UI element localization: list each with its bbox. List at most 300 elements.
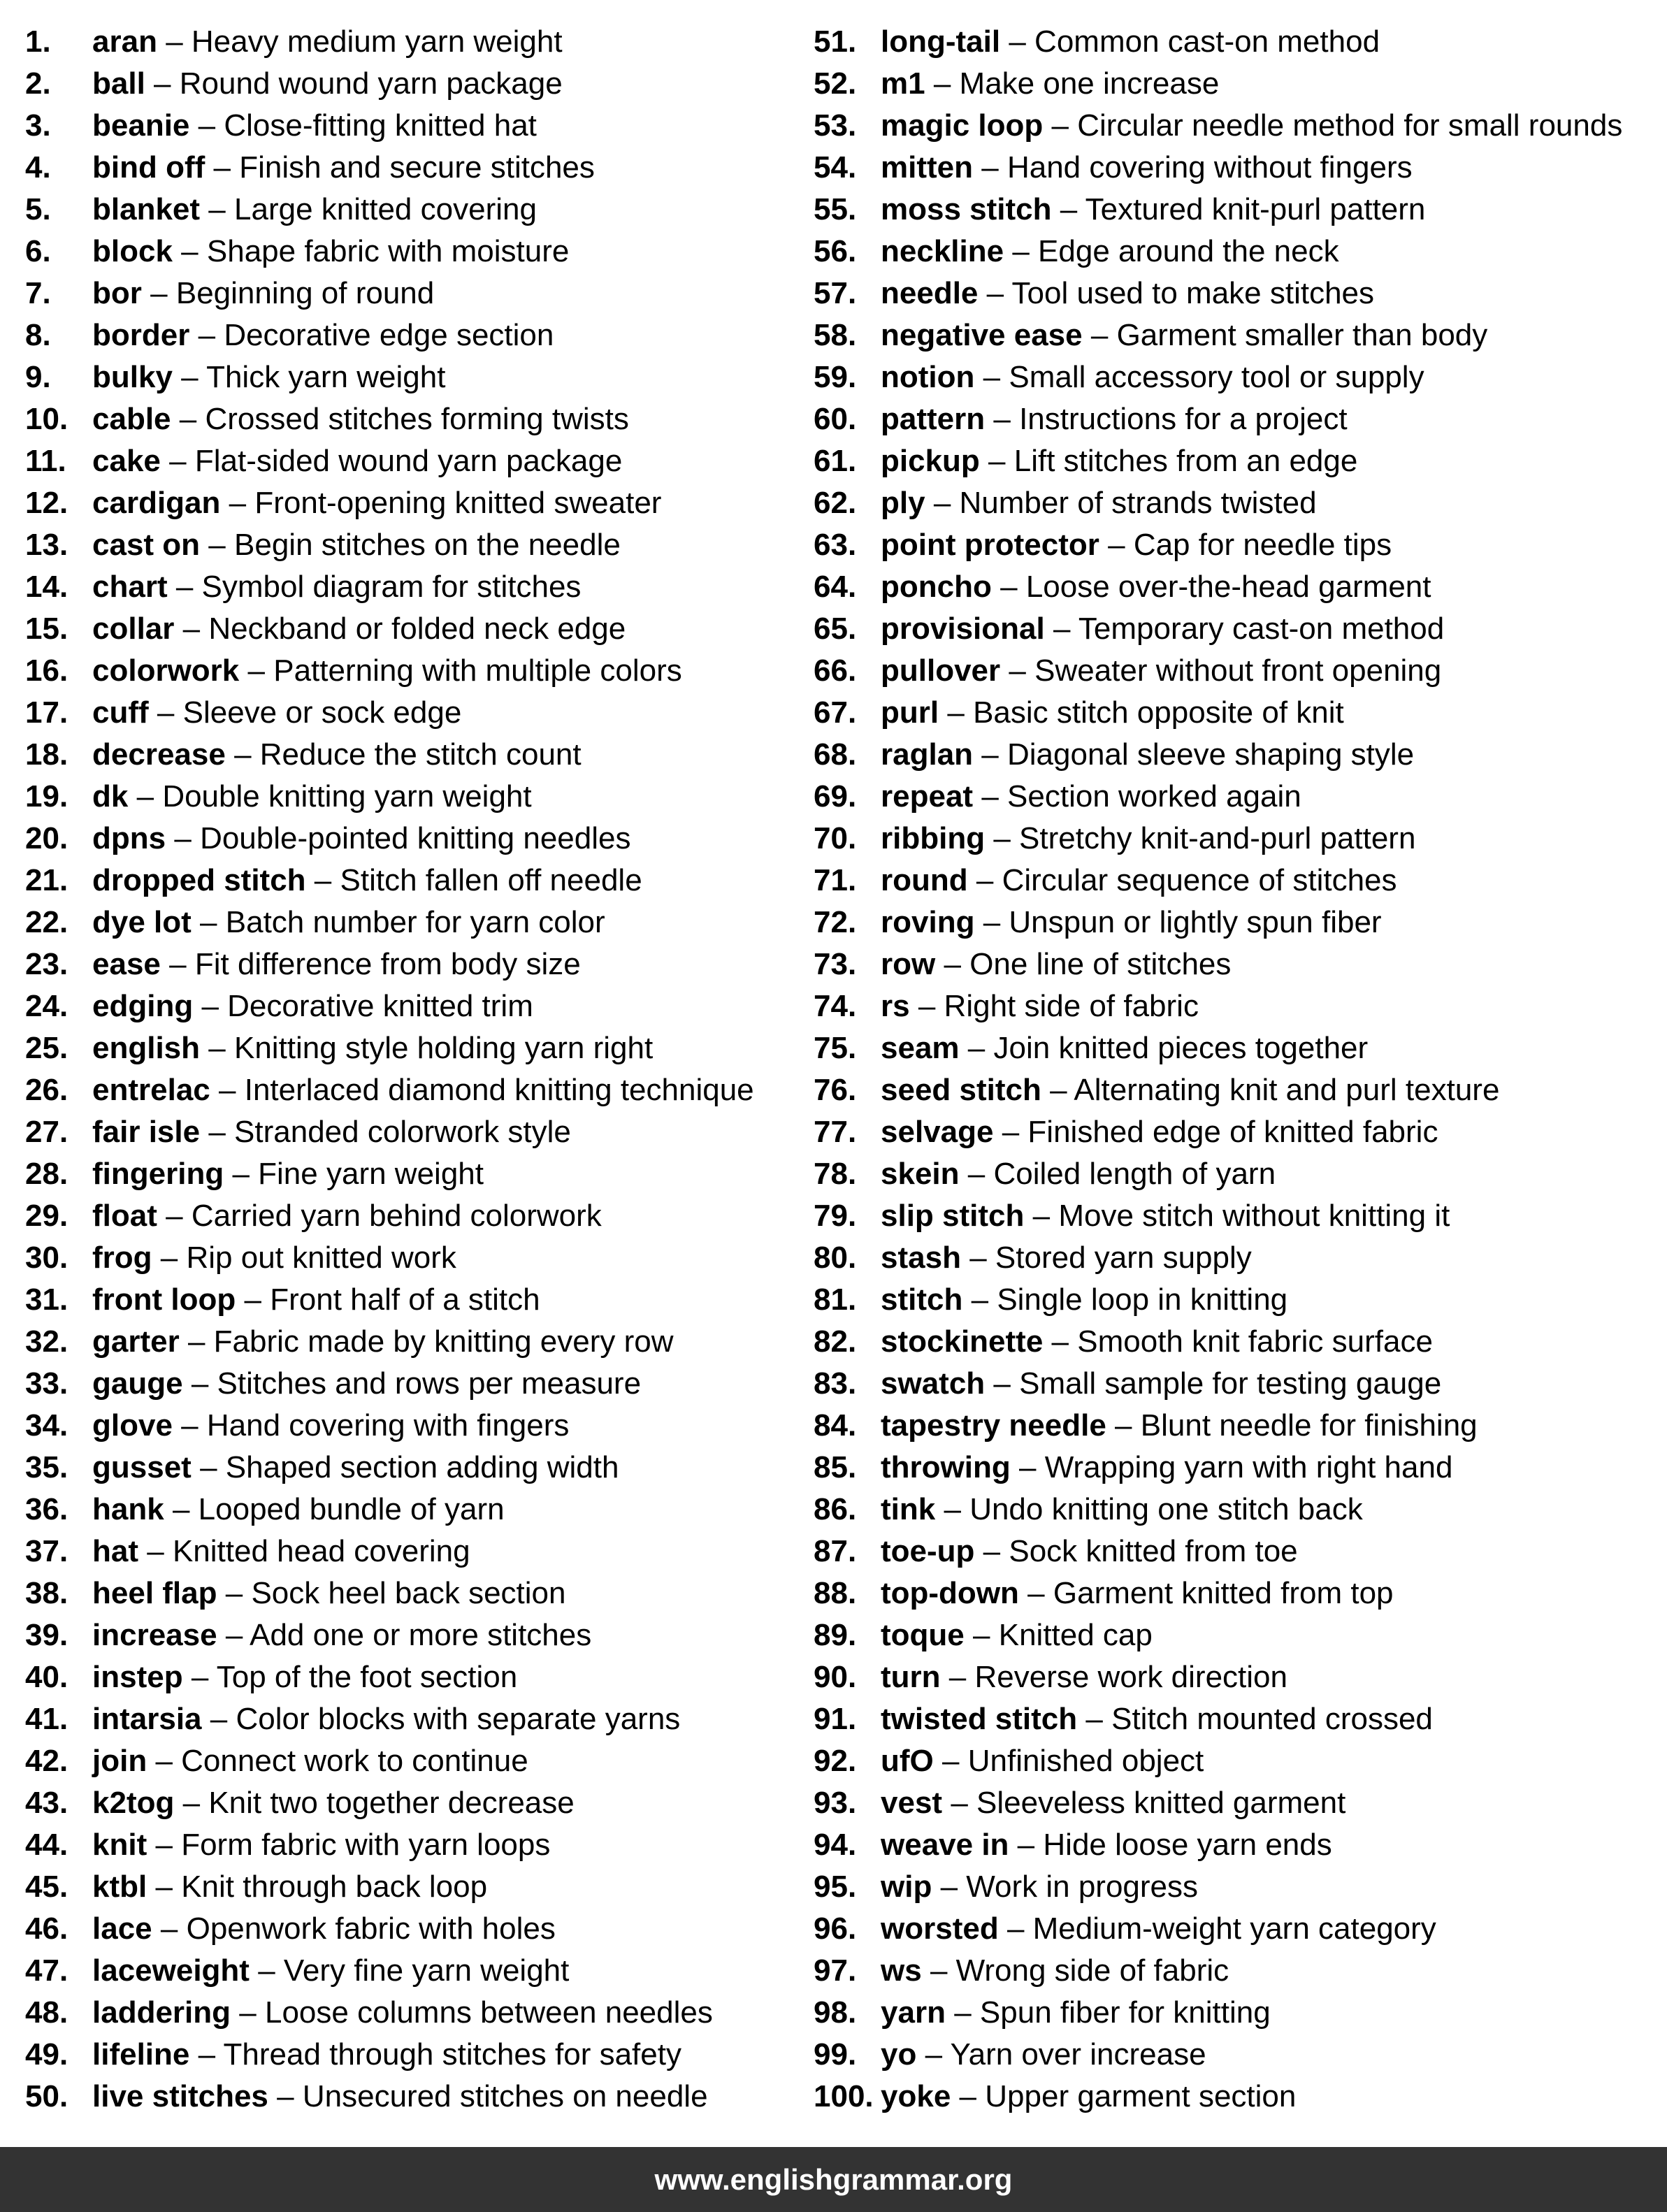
glossary-entry (814, 1405, 1652, 1447)
entry-separator: – (155, 1870, 173, 1904)
glossary-entry (814, 21, 1652, 63)
entry-number: 58. (814, 318, 857, 352)
entry-definition: Fit difference from body size (194, 947, 581, 981)
entry-number: 80. (814, 1241, 857, 1275)
entry-term: stitch (881, 1282, 963, 1317)
glossary-left-column (25, 21, 808, 2118)
glossary-entry (814, 1195, 1652, 1237)
entry-definition: Join knitted pieces together (993, 1031, 1369, 1065)
entry-separator: – (191, 1660, 209, 1694)
entry-number: 85. (814, 1450, 857, 1484)
entry-term: seam (881, 1031, 960, 1065)
entry-definition: Circular sequence of stitches (1002, 863, 1397, 897)
entry-separator: – (187, 1324, 205, 1359)
entry-separator: – (1032, 1199, 1051, 1233)
entry-term: entrelac (92, 1073, 210, 1107)
entry-number: 51. (814, 24, 857, 59)
entry-term: block (92, 234, 173, 268)
entry-number: 63. (814, 528, 857, 562)
entry-number: 8. (25, 318, 51, 352)
glossary-entry (25, 2034, 808, 2076)
entry-definition: Shape fabric with moisture (206, 234, 570, 268)
entry-definition: Yarn over increase (950, 2037, 1206, 2072)
entry-definition: Knitted head covering (172, 1534, 470, 1568)
entry-number: 16. (25, 653, 68, 688)
entry-separator: – (1017, 1828, 1035, 1862)
entry-number: 70. (814, 821, 857, 855)
entry-separator: – (959, 2079, 977, 2113)
entry-term: garter (92, 1324, 180, 1359)
entry-separator: – (244, 1282, 261, 1317)
entry-separator: – (179, 402, 197, 436)
entry-term: stockinette (881, 1324, 1044, 1359)
entry-separator: – (314, 863, 332, 897)
entry-definition: Cap for needle tips (1133, 528, 1392, 562)
glossary-entry (25, 1866, 808, 1908)
entry-definition: Stitch mounted crossed (1111, 1702, 1433, 1736)
entry-term: moss stitch (881, 192, 1052, 226)
glossary-entry (25, 902, 808, 944)
glossary-entry (814, 692, 1652, 734)
entry-number: 61. (814, 444, 857, 478)
entry-definition: Double-pointed knitting needles (200, 821, 631, 855)
entry-term: turn (881, 1660, 941, 1694)
entry-definition: Reverse work direction (974, 1660, 1287, 1694)
entry-term: pullover (881, 653, 1001, 688)
entry-definition: Smooth knit fabric surface (1077, 1324, 1433, 1359)
entry-term: frog (92, 1241, 152, 1275)
entry-separator: – (944, 947, 961, 981)
entry-definition: Work in progress (966, 1870, 1199, 1904)
glossary-entry (814, 985, 1652, 1027)
glossary-entry (814, 944, 1652, 985)
entry-separator: – (1051, 1324, 1069, 1359)
entry-separator: – (234, 737, 252, 772)
entry-number: 14. (25, 570, 68, 604)
entry-term: hat (92, 1534, 138, 1568)
entry-term: k2tog (92, 1786, 175, 1820)
glossary-entry (25, 1698, 808, 1740)
glossary-entry (814, 356, 1652, 398)
entry-separator: – (181, 234, 199, 268)
entry-term: colorwork (92, 653, 240, 688)
entry-separator: – (157, 695, 175, 730)
glossary-entry (814, 902, 1652, 944)
entry-separator: – (947, 695, 965, 730)
glossary-entry (25, 1824, 808, 1866)
entry-definition: Common cast-on method (1034, 24, 1380, 59)
entry-number: 3. (25, 108, 51, 143)
entry-separator: – (181, 1408, 199, 1443)
entry-term: bind off (92, 150, 205, 185)
entry-definition: Knitting style holding yarn right (233, 1031, 654, 1065)
glossary-entry (814, 1573, 1652, 1614)
glossary-entry (814, 2076, 1652, 2118)
entry-number: 69. (814, 779, 857, 814)
entry-number: 15. (25, 612, 68, 646)
entry-number: 97. (814, 1953, 857, 1988)
glossary-entry (814, 818, 1652, 860)
entry-separator: – (169, 947, 187, 981)
entry-definition: Undo knitting one stitch back (969, 1492, 1363, 1526)
entry-number: 68. (814, 737, 857, 772)
entry-separator: – (166, 24, 183, 59)
glossary-entry (814, 1866, 1652, 1908)
glossary-entry (814, 2034, 1652, 2076)
entry-definition: Decorative edge section (224, 318, 554, 352)
entry-term: gusset (92, 1450, 192, 1484)
entry-number: 25. (25, 1031, 68, 1065)
entry-number: 100. (814, 2079, 874, 2113)
entry-term: dropped stitch (92, 863, 306, 897)
entry-definition: Medium-weight yarn category (1032, 1911, 1436, 1946)
entry-number: 28. (25, 1157, 68, 1191)
entry-definition: Circular needle method for small rounds (1077, 108, 1623, 143)
entry-term: swatch (881, 1366, 986, 1401)
entry-separator: – (154, 66, 171, 101)
entry-term: slip stitch (881, 1199, 1025, 1233)
entry-definition: Beginning of round (175, 276, 435, 310)
entry-definition: Begin stitches on the needle (234, 528, 621, 562)
entry-separator: – (172, 1492, 190, 1526)
entry-definition: Stretchy knit-and-purl pattern (1019, 821, 1416, 855)
entry-term: poncho (881, 570, 992, 604)
entry-definition: Wrapping yarn with right hand (1044, 1450, 1453, 1484)
entry-term: chart (92, 570, 168, 604)
entry-number: 89. (814, 1618, 857, 1652)
entry-definition: Basic stitch opposite of knit (973, 695, 1344, 730)
entry-definition: Carried yarn behind colorwork (191, 1199, 602, 1233)
entry-number: 13. (25, 528, 68, 562)
entry-separator: – (1060, 192, 1078, 226)
entry-term: join (92, 1744, 147, 1778)
entry-separator: – (174, 821, 192, 855)
entry-separator: – (198, 318, 216, 352)
glossary-entry (814, 1992, 1652, 2034)
entry-separator: – (175, 570, 194, 604)
entry-number: 65. (814, 612, 857, 646)
entry-number: 84. (814, 1408, 857, 1443)
entry-separator: – (1006, 1911, 1025, 1946)
glossary-entry (25, 1363, 808, 1405)
entry-number: 43. (25, 1786, 68, 1820)
entry-separator: – (981, 737, 999, 772)
entry-separator: – (930, 1953, 948, 1988)
entry-definition: Decorative knitted trim (227, 989, 533, 1023)
entry-number: 46. (25, 1911, 68, 1946)
entry-term: lifeline (92, 2037, 190, 2072)
entry-definition: Hand covering without fingers (1006, 150, 1413, 185)
entry-definition: Single loop in knitting (997, 1282, 1288, 1317)
entry-separator: – (933, 486, 951, 520)
glossary-entry (25, 650, 808, 692)
entry-separator: – (918, 989, 936, 1023)
glossary-entry (25, 1069, 808, 1111)
entry-number: 52. (814, 66, 857, 101)
glossary-entry (25, 818, 808, 860)
glossary-entry (25, 692, 808, 734)
entry-term: ribbing (881, 821, 986, 855)
entry-definition: Very fine yarn weight (283, 1953, 570, 1988)
entry-number: 64. (814, 570, 857, 604)
entry-separator: – (182, 612, 201, 646)
entry-number: 79. (814, 1199, 857, 1233)
entry-definition: Stitches and rows per measure (217, 1366, 642, 1401)
entry-number: 75. (814, 1031, 857, 1065)
entry-separator: – (933, 66, 951, 101)
glossary-entry (25, 985, 808, 1027)
entry-number: 54. (814, 150, 857, 185)
entry-term: ufO (881, 1744, 934, 1778)
entry-number: 24. (25, 989, 68, 1023)
entry-definition: Fabric made by knitting every row (213, 1324, 674, 1359)
entry-term: negative ease (881, 318, 1083, 352)
entry-number: 95. (814, 1870, 857, 1904)
entry-term: twisted stitch (881, 1702, 1078, 1736)
entry-term: worsted (881, 1911, 999, 1946)
entry-definition: Knit two together decrease (208, 1786, 575, 1820)
entry-number: 72. (814, 905, 857, 939)
entry-term: bulky (92, 360, 173, 394)
entry-term: neckline (881, 234, 1004, 268)
entry-definition: Patterning with multiple colors (273, 653, 682, 688)
glossary-entry (25, 1237, 808, 1279)
entry-separator: – (988, 444, 1006, 478)
entry-term: heel flap (92, 1576, 217, 1610)
entry-separator: – (166, 1199, 183, 1233)
entry-number: 23. (25, 947, 68, 981)
glossary-entry (814, 1950, 1652, 1992)
entry-term: ease (92, 947, 161, 981)
entry-separator: – (986, 276, 1004, 310)
entry-separator: – (229, 486, 247, 520)
entry-separator: – (1027, 1576, 1045, 1610)
entry-term: needle (881, 276, 979, 310)
entry-definition: Add one or more stitches (250, 1618, 592, 1652)
entry-number: 48. (25, 1995, 68, 2030)
glossary-entry (814, 1237, 1652, 1279)
glossary-entry (25, 273, 808, 315)
entry-number: 11. (25, 444, 66, 478)
glossary-entry (814, 1908, 1652, 1950)
entry-number: 62. (814, 486, 857, 520)
entry-separator: – (201, 989, 219, 1023)
entry-definition: Coiled length of yarn (993, 1157, 1276, 1191)
footer-website-link[interactable]: www.englishgrammar.org (654, 2162, 1013, 2196)
entry-separator: – (973, 1618, 990, 1652)
glossary-entry (814, 1069, 1652, 1111)
entry-term: laceweight (92, 1953, 250, 1988)
entry-term: toe-up (881, 1534, 975, 1568)
entry-definition: Fine yarn weight (258, 1157, 484, 1191)
entry-definition: Wrong side of fabric (955, 1953, 1229, 1988)
glossary-entry (814, 1027, 1652, 1069)
entry-number: 39. (25, 1618, 68, 1652)
entry-definition: Hand covering with fingers (206, 1408, 570, 1443)
entry-term: cast on (92, 528, 201, 562)
entry-definition: Front half of a stitch (270, 1282, 540, 1317)
entry-definition: Number of strands twisted (959, 486, 1317, 520)
entry-number: 33. (25, 1366, 68, 1401)
entry-separator: – (160, 1241, 178, 1275)
entry-term: cake (92, 444, 161, 478)
entry-number: 91. (814, 1702, 857, 1736)
entry-term: knit (92, 1828, 147, 1862)
entry-separator: – (969, 1241, 987, 1275)
entry-number: 34. (25, 1408, 68, 1443)
entry-number: 74. (814, 989, 857, 1023)
glossary-entry (25, 231, 808, 273)
glossary-entry (25, 1405, 808, 1447)
glossary-entry (814, 860, 1652, 902)
entry-separator: – (1051, 108, 1069, 143)
glossary-entry (25, 440, 808, 482)
entry-term: top-down (881, 1576, 1019, 1610)
glossary-entry (814, 1447, 1652, 1489)
entry-separator: – (181, 360, 199, 394)
entry-number: 9. (25, 360, 51, 394)
entry-term: provisional (881, 612, 1045, 646)
glossary-entry (25, 482, 808, 524)
entry-term: seed stitch (881, 1073, 1041, 1107)
entry-definition: Heavy medium yarn weight (191, 24, 563, 59)
entry-term: intarsia (92, 1702, 202, 1736)
entry-number: 87. (814, 1534, 857, 1568)
entry-separator: – (208, 1031, 226, 1065)
entry-definition: Garment smaller than body (1116, 318, 1488, 352)
entry-term: dpns (92, 821, 166, 855)
entry-number: 93. (814, 1786, 857, 1820)
entry-term: ply (881, 486, 925, 520)
glossary-entry (25, 2076, 808, 2118)
entry-term: purl (881, 695, 939, 730)
entry-number: 86. (814, 1492, 857, 1526)
entry-definition: Diagonal sleeve shaping style (1007, 737, 1415, 772)
entry-term: row (881, 947, 936, 981)
entry-number: 50. (25, 2079, 68, 2113)
glossary-entry (814, 524, 1652, 566)
glossary-entry (25, 1531, 808, 1573)
glossary-entry (25, 566, 808, 608)
entry-number: 12. (25, 486, 68, 520)
entry-definition: Flat-sided wound yarn package (194, 444, 623, 478)
entry-number: 27. (25, 1115, 68, 1149)
entry-number: 20. (25, 821, 68, 855)
entry-number: 57. (814, 276, 857, 310)
entry-term: bor (92, 276, 142, 310)
entry-definition: Stitch fallen off needle (340, 863, 642, 897)
entry-term: long-tail (881, 24, 1001, 59)
entry-separator: – (155, 1744, 173, 1778)
entry-definition: Sock heel back section (251, 1576, 566, 1610)
glossary-entry (25, 1153, 808, 1195)
entry-term: dye lot (92, 905, 192, 939)
entry-separator: – (247, 653, 265, 688)
entry-number: 56. (814, 234, 857, 268)
entry-number: 67. (814, 695, 857, 730)
entry-number: 18. (25, 737, 68, 772)
entry-definition: Large knitted covering (234, 192, 537, 226)
glossary-entry (25, 1614, 808, 1656)
entry-number: 60. (814, 402, 857, 436)
entry-definition: Double knitting yarn weight (162, 779, 532, 814)
entry-term: increase (92, 1618, 217, 1652)
entry-term: float (92, 1199, 157, 1233)
entry-definition: Sleeveless knitted garment (976, 1786, 1346, 1820)
entry-definition: One line of stitches (969, 947, 1232, 981)
entry-separator: – (160, 1911, 178, 1946)
entry-definition: Unsecured stitches on needle (302, 2079, 708, 2113)
entry-term: cuff (92, 695, 149, 730)
entry-term: collar (92, 612, 175, 646)
glossary-entry (814, 566, 1652, 608)
entry-separator: – (967, 1157, 986, 1191)
entry-number: 21. (25, 863, 68, 897)
entry-separator: – (210, 1702, 228, 1736)
entry-separator: – (150, 276, 168, 310)
entry-definition: Looped bundle of yarn (198, 1492, 505, 1526)
entry-term: magic loop (881, 108, 1044, 143)
entry-term: roving (881, 905, 975, 939)
entry-number: 40. (25, 1660, 68, 1694)
entry-separator: – (1108, 528, 1125, 562)
glossary-entry (814, 1782, 1652, 1824)
entry-separator: – (971, 1282, 989, 1317)
entry-separator: – (208, 192, 226, 226)
entry-number: 4. (25, 150, 51, 185)
entry-separator: – (1053, 612, 1071, 646)
entry-separator: – (925, 2037, 943, 2072)
entry-definition: Make one increase (959, 66, 1220, 101)
entry-term: wip (881, 1870, 932, 1904)
entry-definition: Right side of fabric (944, 989, 1199, 1023)
entry-number: 1. (25, 24, 51, 59)
entry-separator: – (993, 821, 1011, 855)
entry-term: round (881, 863, 968, 897)
entry-definition: Knit through back loop (181, 1870, 488, 1904)
entry-number: 5. (25, 192, 51, 226)
entry-definition: Finished edge of knitted fabric (1027, 1115, 1438, 1149)
entry-definition: Sock knitted from toe (1009, 1534, 1298, 1568)
entry-definition: Lift stitches from an edge (1013, 444, 1358, 478)
entry-definition: Alternating knit and purl texture (1074, 1073, 1500, 1107)
entry-definition: Symbol diagram for stitches (201, 570, 582, 604)
entry-separator: – (1090, 318, 1109, 352)
entry-definition: Garment knitted from top (1053, 1576, 1394, 1610)
entry-definition: Openwork fabric with holes (186, 1911, 556, 1946)
entry-separator: – (944, 1492, 961, 1526)
entry-separator: – (155, 1828, 173, 1862)
entry-term: skein (881, 1157, 960, 1191)
glossary-entry (25, 21, 808, 63)
glossary-right-column (814, 21, 1652, 2118)
glossary-entry (25, 63, 808, 105)
entry-term: pattern (881, 402, 986, 436)
entry-definition: Blunt needle for finishing (1140, 1408, 1478, 1443)
entry-number: 35. (25, 1450, 68, 1484)
entry-separator: – (208, 528, 226, 562)
entry-term: m1 (881, 66, 925, 101)
glossary-entry (814, 650, 1652, 692)
glossary-entry (25, 734, 808, 776)
entry-definition: Stored yarn supply (995, 1241, 1252, 1275)
entry-term: toque (881, 1618, 965, 1652)
glossary-entry (814, 776, 1652, 818)
entry-number: 30. (25, 1241, 68, 1275)
glossary-entry (25, 147, 808, 189)
entry-definition: Loose over-the-head garment (1025, 570, 1431, 604)
glossary-entry (25, 1279, 808, 1321)
